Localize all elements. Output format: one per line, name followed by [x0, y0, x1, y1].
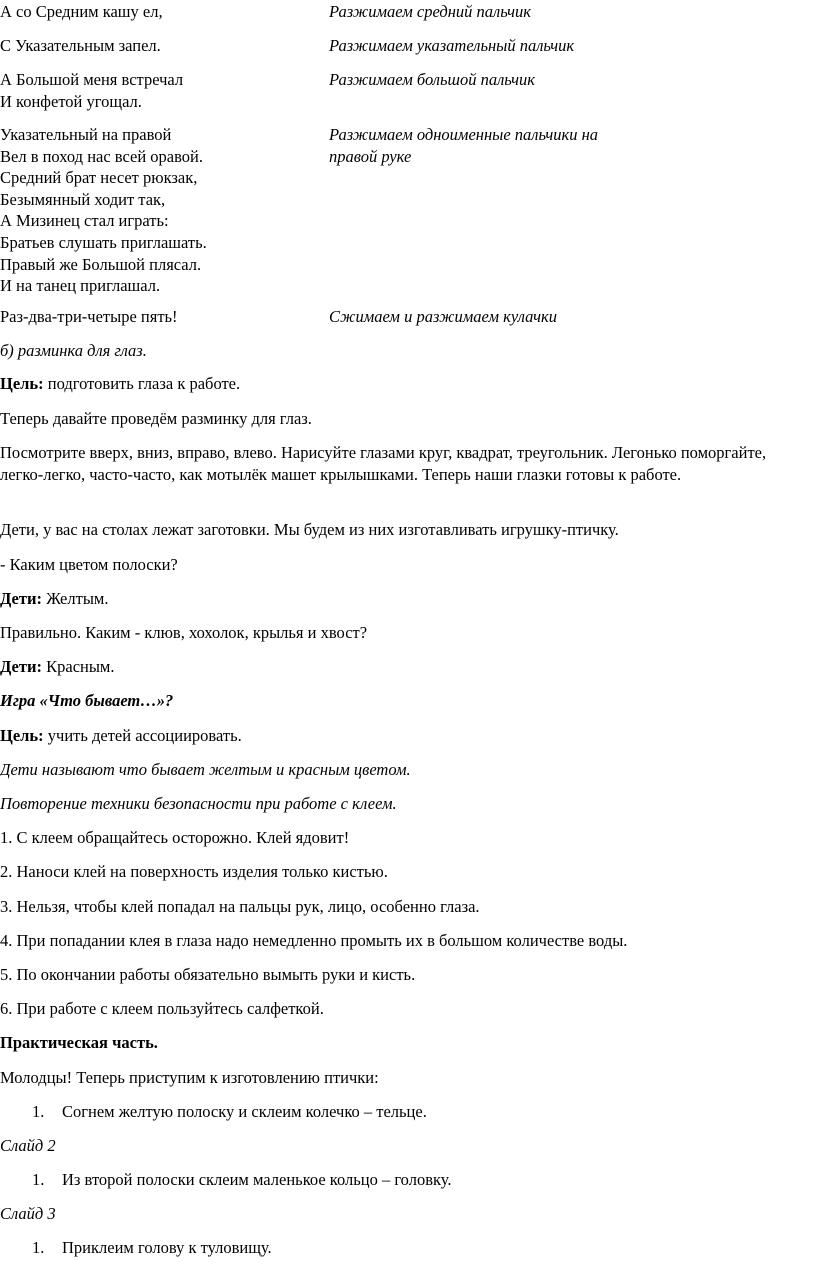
rhyme-line: А Большой меня встречал [0, 70, 184, 89]
children-label: Дети: [0, 657, 42, 676]
goal-label: Цель: [0, 726, 44, 745]
step-number: 1. [32, 1102, 45, 1121]
rhyme-line: С Указательным запел. [0, 36, 161, 55]
rhyme-left [0, 1, 320, 23]
step-number: 1. [32, 1170, 45, 1189]
rhyme-line: И на танец приглашал. [0, 276, 161, 296]
rhyme-line: Указательный на правой [0, 125, 172, 144]
rhyme-action [329, 306, 809, 328]
goal-text: подготовить глаза к работе. [43, 374, 241, 393]
practical-intro: Молодцы! Теперь приступим к изготовлению птички: [0, 1068, 379, 1087]
step-text: Из второй полоски склеим маленькое кольцо – головку. [62, 1170, 452, 1189]
safety-rule: 1. С клеем обращайтесь осторожно. Клей ядовит! [0, 828, 350, 847]
rhyme-line: Раз-два-три-четыре пять! [0, 307, 178, 326]
rhyme-line: Братьев слушать приглашать. [0, 232, 207, 252]
rhyme-line: Безымянный ходит так, [0, 189, 166, 209]
practical-heading: Практическая часть. [0, 1033, 158, 1052]
game-description: Дети называют что бывает желтым и красным цветом. [0, 760, 411, 779]
goal-paragraph [0, 373, 806, 395]
answer-text: Красным. [41, 657, 115, 676]
step-number: 1. [32, 1238, 45, 1257]
answer-text: Желтым. [41, 589, 109, 608]
rhyme-left [0, 69, 320, 112]
rhyme-line: И конфетой угощал. [0, 91, 142, 111]
rhyme-action-line: правой руке [329, 146, 412, 166]
rhyme-left [0, 306, 320, 328]
rhyme-action-line: Разжимаем одноименные пальчики на [329, 125, 599, 144]
rhyme-line: Правый же Большой плясал. [0, 254, 202, 274]
question-beak: Правильно. Каким - клюв, хохолок, крылья и хвост? [0, 623, 368, 642]
rhyme-action [329, 35, 809, 57]
answer-red [0, 656, 806, 678]
game-title: Игра «Что бывает…»? [0, 691, 174, 710]
eye-warmup-heading: б) разминка для глаз. [0, 341, 147, 360]
rhyme-action-line: Разжимаем большой пальчик [329, 70, 535, 89]
goal-text: учить детей ассоциировать. [43, 726, 242, 745]
rhyme-action [329, 69, 809, 91]
children-label: Дети: [0, 589, 42, 608]
safety-rule: 5. По окончании работы обязательно вымыть руки и кисть. [0, 965, 416, 984]
blanks-paragraph: Дети, у вас на столах лежат заготовки. Мы будем из них изготавливать игрушку-птичку. [0, 520, 619, 539]
safety-rule: 4. При попадании клея в глаза надо немедленно промыть их в большом количестве воды. [0, 931, 628, 950]
rhyme-line: А Мизинец стал играть: [0, 211, 169, 231]
step-text: Согнем желтую полоску и склеим колечко – тельце. [62, 1102, 427, 1121]
safety-heading: Повторение техники безопасности при работе с клеем. [0, 794, 397, 813]
rhyme-action-line: Разжимаем указательный пальчик [329, 36, 575, 55]
rhyme-action-line: Разжимаем средний пальчик [329, 2, 531, 21]
rhyme-line: А со Средним кашу ел, [0, 2, 163, 21]
answer-yellow [0, 588, 806, 610]
rhyme-left [0, 124, 320, 297]
slide-label: Слайд 3 [0, 1204, 56, 1223]
rhyme-left [0, 35, 320, 57]
warmup-instructions: Посмотрите вверх, вниз, вправо, влево. Нарисуйте глазами круг, квадрат, треугольник. Легонько поморгайте, легко-легко, часто-часто, как мотылёк машет крылышками. Теперь наши глазки готовы к работе. [0, 443, 767, 484]
safety-rule: 2. Наноси клей на поверхность изделия только кистью. [0, 862, 388, 881]
goal-paragraph [0, 725, 806, 747]
rhyme-line: Вел в поход нас всей оравой. [0, 146, 203, 166]
safety-rule: 6. При работе с клеем пользуйтесь салфеткой. [0, 999, 324, 1018]
rhyme-line: Средний брат несет рюкзак, [0, 168, 198, 188]
rhyme-action [329, 124, 809, 167]
goal-label: Цель: [0, 374, 44, 393]
warmup-intro: Теперь давайте проведём разминку для глаз. [0, 409, 312, 428]
step-text: Приклеим голову к туловищу. [62, 1238, 272, 1257]
rhyme-action [329, 1, 809, 23]
question-stripes: - Каким цветом полоски? [0, 555, 178, 574]
safety-rule: 3. Нельзя, чтобы клей попадал на пальцы рук, лицо, особенно глаза. [0, 897, 480, 916]
rhyme-action-line: Сжимаем и разжимаем кулачки [329, 307, 557, 326]
slide-label: Слайд 2 [0, 1136, 56, 1155]
